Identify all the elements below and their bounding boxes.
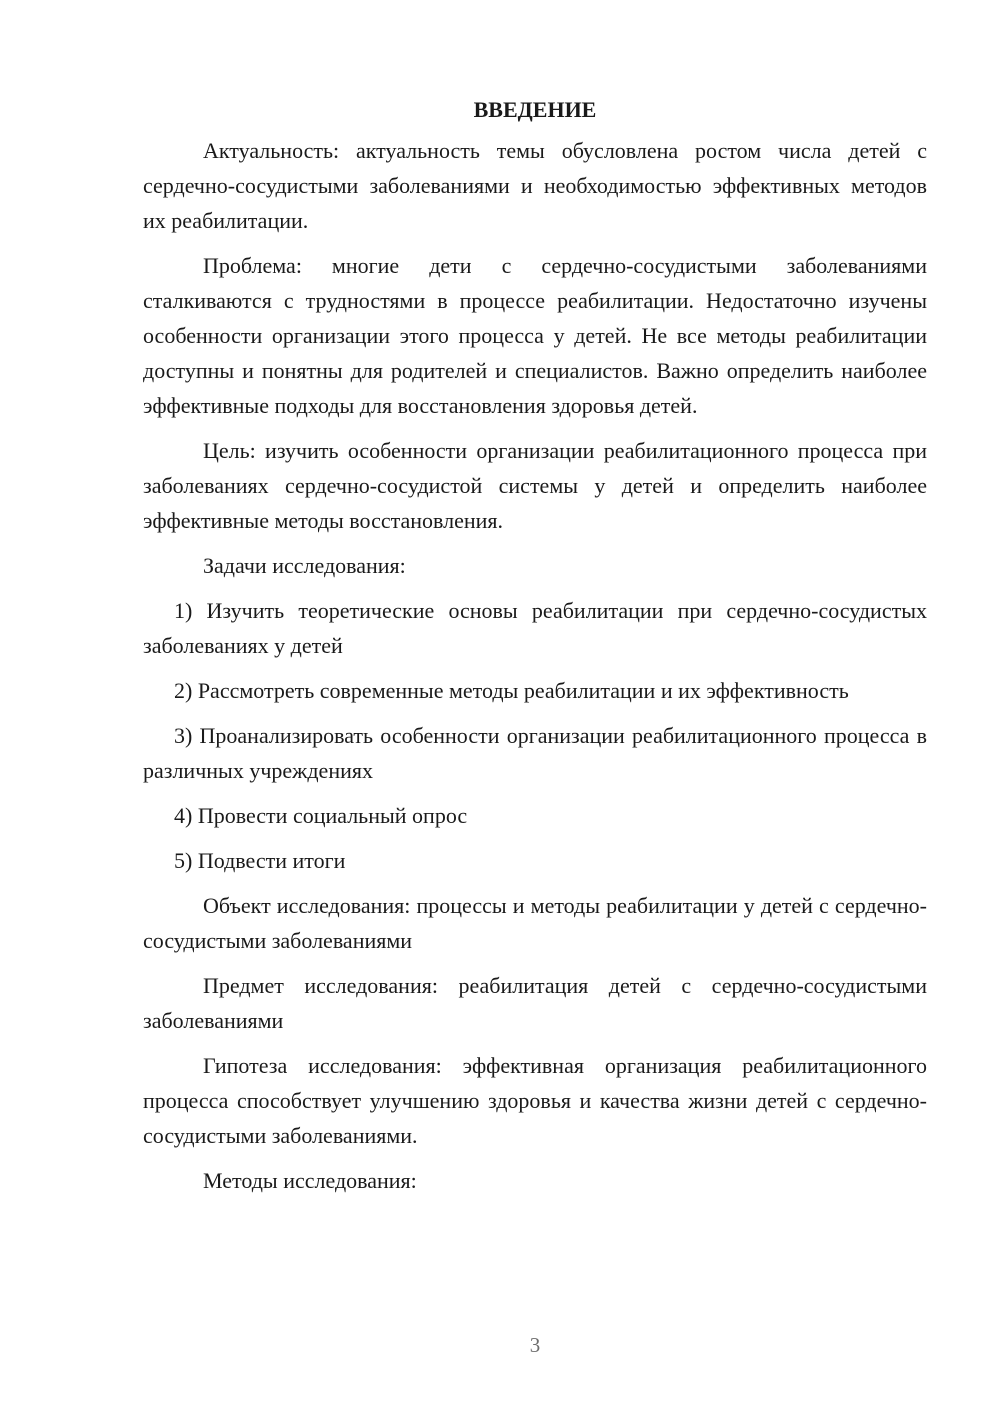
paragraph-object: Объект исследования: процессы и методы реабилитации у детей с сердечно-сосудистыми заболеваниями xyxy=(143,893,927,953)
paragraph-methods: Методы исследования: xyxy=(203,1168,417,1193)
section-title: ВВЕДЕНИЕ xyxy=(473,97,597,122)
task-item-3: 3) Проанализировать особенности организации реабилитационного процесса в различных учреждениях xyxy=(143,723,927,783)
paragraph-subject: Предмет исследования: реабилитация детей с сердечно-сосудистыми заболеваниями xyxy=(143,973,927,1033)
paragraph-problem: Проблема: многие дети с сердечно-сосудистыми заболеваниями сталкиваются с трудностями в процессе реабилитации. Недостаточно изучены особенности организации этого процесса у детей. Не все методы реабилитации доступны и понятны для родителей и специалистов. Важно определить наиболее эффективные подходы для восстановления здоровья детей. xyxy=(143,253,927,418)
document-body xyxy=(143,92,927,1208)
paragraph-relevance: Актуальность: актуальность темы обусловлена ростом числа детей с сердечно-сосудистыми заболеваниями и необходимостью эффективных методов их реабилитации. xyxy=(143,138,927,233)
page-number: 3 xyxy=(529,1333,541,1357)
task-item-2: 2) Рассмотреть современные методы реабилитации и их эффективность xyxy=(174,678,849,703)
paragraph-hypothesis: Гипотеза исследования: эффективная организация реабилитационного процесса способствует улучшению здоровья и качества жизни детей с сердечно-сосудистыми заболеваниями. xyxy=(143,1053,927,1148)
task-item-1: 1) Изучить теоретические основы реабилитации при сердечно-сосудистых заболеваниях у детей xyxy=(143,598,927,658)
task-item-5: 5) Подвести итоги xyxy=(174,848,346,873)
task-item-4: 4) Провести социальный опрос xyxy=(174,803,468,828)
paragraph-tasks-heading: Задачи исследования: xyxy=(203,553,406,578)
paragraph-goal: Цель: изучить особенности организации реабилитационного процесса при заболеваниях сердечно-сосудистой системы у детей и определить наиболее эффективные методы восстановления. xyxy=(143,438,927,533)
